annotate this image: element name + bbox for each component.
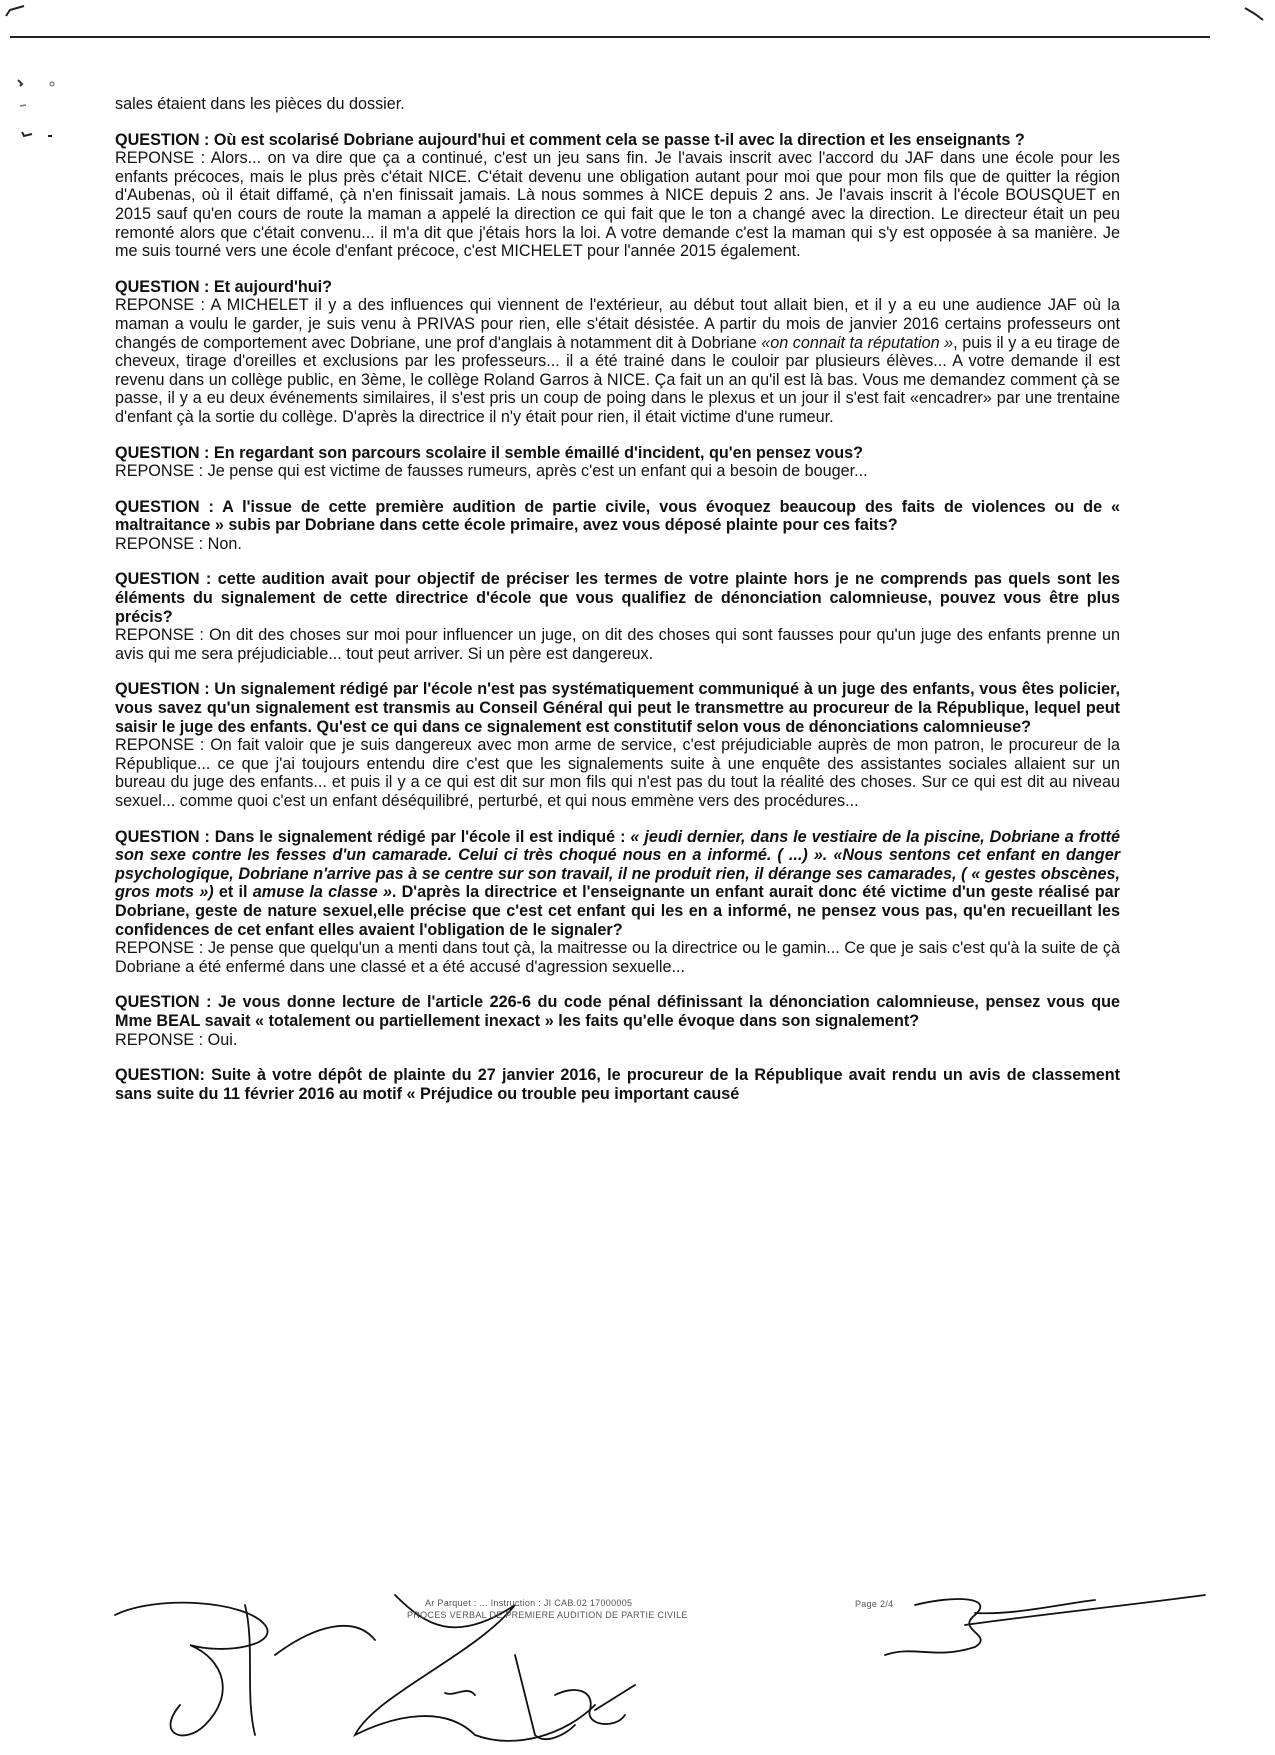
answer-text: REPONSE : Alors... on va dire que ça a continué, c'est un jeu sans fin. Je l'avais inscrit avec l'accord du JAF dans une école pour les enfants précoces, mais le plus près c'était NICE. C'était devenu une obligation autant pour moi que pour mon fils que de quitter la région d'Aubenas, où il était diffamé, çà n'en finissait jamais. Là nous sommes à NICE depuis 2 ans. Je l'avais inscrit à l'école BOUSQUET en 2015 sauf qu'en cours de route la maman a appelé la direction ce qui fait que le ton a changé avec la direction. Le directeur était un peu remonté alors que c'était convenu... il m'a dit que j'étais hors la loi. A votre demande c'est la maman qui s'y est opposée à sa manière. Je me suis tourné vers une école d'enfant précoce, c'est MICHELET pour l'année 2015 également. bbox=[115, 149, 1120, 261]
answer-text: REPONSE : Oui. bbox=[115, 1030, 238, 1049]
question-text: QUESTION : Je vous donne lecture de l'article 226-6 du code pénal définissant la dénonciation calomnieuse, pensez vous que Mme BEAL savait « totalement ou partiellement inexact » les faits qu'elle évoque dans son signalement? bbox=[115, 993, 1120, 1030]
question-text bbox=[115, 828, 1120, 940]
question-text: QUESTION : Un signalement rédigé par l'école n'est pas systématiquement communiqué à un juge des enfants, vous êtes policier, vous savez qu'un signalement est transmis au Conseil Général qui peut le transmettre au procureur de la République, lequel peut saisir le juge des enfants. Qu'est ce qui dans ce signalement est constitutif selon vous de dénonciations calomnieuse? bbox=[115, 680, 1120, 736]
qa-block bbox=[115, 1066, 1120, 1103]
qa-block bbox=[115, 680, 1120, 810]
scan-corner-mark-icon bbox=[1243, 6, 1265, 22]
question-text: QUESTION : cette audition avait pour objectif de préciser les termes de votre plainte hors je ne comprends pas quels sont les éléments du signalement de cette directrice d'école que vous qualifiez de dénonciation calomnieuse, pouvez vous être plus précis? bbox=[115, 570, 1120, 626]
scan-corner-mark-icon bbox=[4, 4, 26, 18]
qa-block bbox=[115, 278, 1120, 427]
answer-segment: REPONSE : A MICHELET il y a des influences qui viennent de l'extérieur, au début tout allait bien, et il y a eu une audience JAF où la maman a voulu le garder, je suis venu à PRIVAS pour rien, elle s'était désistée. A partir du mois de janvier 2016 certains professeurs ont changés de comportement avec Dobriane, une prof d'anglais à notamment dit à Dobriane bbox=[115, 296, 1120, 352]
qa-block bbox=[115, 498, 1120, 554]
qa-block bbox=[115, 444, 1120, 481]
question-text: QUESTION : Et aujourd'hui? bbox=[115, 277, 332, 296]
question-quote: « jeudi dernier, dans le vestiaire de la piscine, Dobriane a frotté son sexe contre les fesses d'un camarade. Celui ci très choqué nous en a informé. ( ...) ». «Nous sentons cet enfant en danger psychologique, Dobriane n'arrive pas à se centre sur son travail, il ne produit rien, il dérange ses camarades, ( « gestes obscènes, gros mots ») bbox=[115, 827, 1120, 902]
answer-quote: «on connait ta réputation » bbox=[761, 333, 954, 352]
qa-block bbox=[115, 828, 1120, 977]
answer-text: REPONSE : On fait valoir que je suis dangereux avec mon arme de service, c'est préjudiciable auprès de mon patron, le procureur de la République... ce que j'ai toujours entendu dire c'est que les signalements suite à une enquête des assistantes sociales allaient sur un bureau du juge des enfants... et puis il y a ce qui est dit sur mon fils qui n'est pas du tout la réalité des choses. Sur ce qui est dit au niveau sexuel... comme quoi c'est un enfant déséquilibré, perturbé, et qui nous emmène vers des procédures... bbox=[115, 736, 1120, 810]
qa-block bbox=[115, 131, 1120, 261]
answer-segment: , puis il y a eu tirage de cheveux, tirage d'oreilles et exclusions par les professeurs... il a été trainé dans le couloir par plusieurs élèves... A votre demande il est revenu dans un collège public, en 3ème, le collège Roland Garros à NICE. Ça fait un an qu'il est là bas. Vous me demandez comment çà se passe, il y a eu deux événements similaires, il s'est pris un coup de poing dans le plexus et un jour il s'est fait «encadrer» par une trentaine d'enfant çà la sortie du collège. D'après la directrice il n'y était pour rien, il était victime d'une rumeur. bbox=[115, 333, 1120, 426]
intro-text: sales étaient dans les pièces du dossier. bbox=[115, 95, 405, 113]
question-segment: QUESTION : Dans le signalement rédigé par l'école il est indiqué : bbox=[115, 827, 631, 846]
question-text: QUESTION : A l'issue de cette première audition de partie civile, vous évoquez beaucoup des faits de violences ou de « maltraitance » subis par Dobriane dans cette école primaire, avez vous déposé plainte pour ces faits? bbox=[115, 497, 1120, 535]
top-rule bbox=[10, 36, 1210, 38]
page-number: Page 2/4 bbox=[855, 1599, 894, 1609]
answer-text: REPONSE : On dit des choses sur moi pour influencer un juge, on dit des choses qui sont fausses pour qu'un juge des enfants prenne un avis qui me sera préjudiciable... tout peut arriver. Si un père est dangereux. bbox=[115, 626, 1120, 663]
answer-text: REPONSE : Je pense que quelqu'un a menti dans tout çà, la maitresse ou la directrice ou le gamin... Ce que je sais c'est qu'à la suite de çà Dobriane a été enfermé dans une classé et a été accusé d'agression sexuelle... bbox=[115, 939, 1120, 976]
question-text: QUESTION : Où est scolarisé Dobriane aujourd'hui et comment cela se passe t-il avec la direction et les enseignants ? bbox=[115, 130, 1025, 149]
answer-text bbox=[115, 296, 1120, 426]
footer-reference: Ar Parquet : ... Instruction : JI CAB.02 17000005 bbox=[425, 1598, 633, 1608]
footer-title: PROCES VERBAL DE PREMIERE AUDITION DE PARTIE CIVILE bbox=[407, 1610, 688, 1620]
question-segment: . D'après la directrice et l'enseignante un enfant aurait donc été victime d'un geste réalisé par Dobriane, geste de nature sexuel,elle précise que c'est cet enfant qui les en a informé, ne pensez vous pas, qu'en recueillant les confidences de cet enfant elles avaient l'obligation de le signaler? bbox=[115, 883, 1120, 939]
footer bbox=[95, 1585, 1225, 1750]
question-segment: et il bbox=[213, 883, 253, 902]
question-quote: amuse la classe » bbox=[252, 883, 392, 902]
qa-block bbox=[115, 570, 1120, 663]
qa-block bbox=[115, 993, 1120, 1049]
answer-text: REPONSE : Non. bbox=[115, 534, 242, 553]
question-text: QUESTION : En regardant son parcours scolaire il semble émaillé d'incident, qu'en pensez vous? bbox=[115, 443, 864, 462]
document-body bbox=[115, 95, 1120, 1103]
answer-text: REPONSE : Je pense qui est victime de fausses rumeurs, après c'est un enfant qui a besoin de bouger... bbox=[115, 462, 868, 481]
question-text: QUESTION: Suite à votre dépôt de plainte du 27 janvier 2016, le procureur de la République avait rendu un avis de classement sans suite du 11 février 2016 au motif « Préjudice ou trouble peu important causé bbox=[115, 1066, 1120, 1103]
margin-punch-marks-icon bbox=[10, 78, 70, 168]
